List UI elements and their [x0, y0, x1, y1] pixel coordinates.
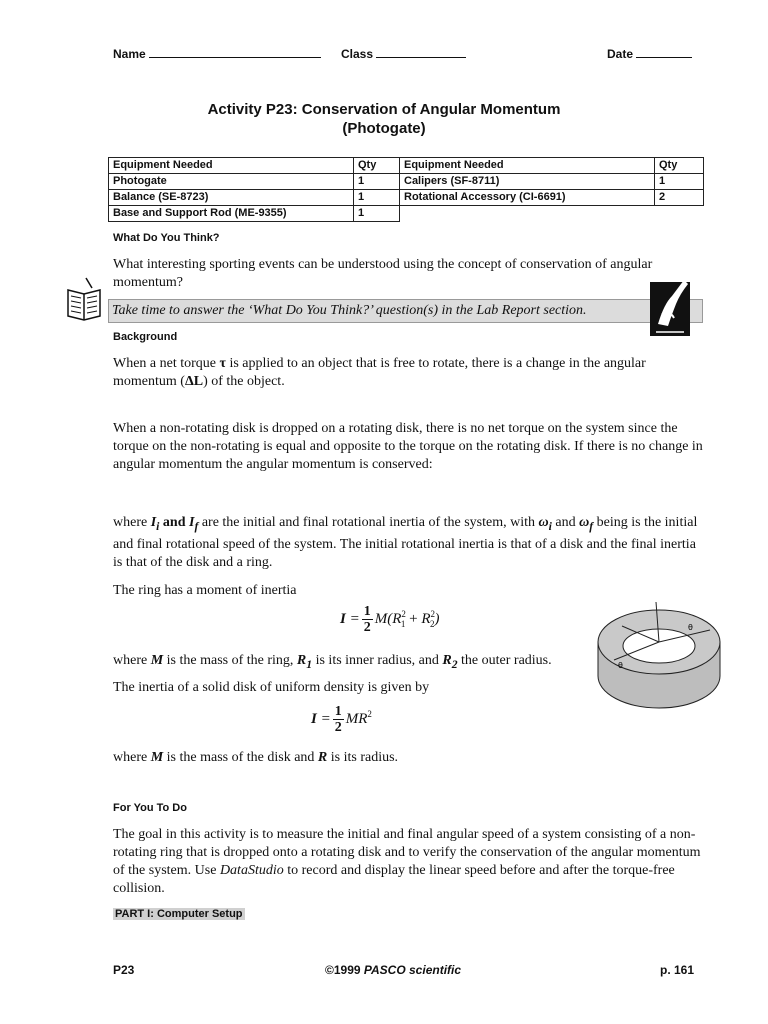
background-paragraph-7: where M is the mass of the disk and R is its radius. — [113, 750, 399, 765]
column-header: Qty — [354, 158, 400, 174]
column-header: Qty — [655, 158, 704, 174]
section-heading-background: Background — [113, 331, 178, 343]
table-header-row — [109, 158, 704, 174]
column-header: Equipment Needed — [109, 158, 354, 174]
question-text: What interesting sporting events can be understood using the concept of conservation of angular momentum? — [113, 257, 653, 290]
disk-inertia-equation: I = $\frac{1}{2}$ $MR^2$ — [311, 704, 372, 735]
table-row — [109, 174, 704, 190]
table-row — [109, 206, 704, 222]
writing-hand-icon — [648, 274, 694, 338]
equipment-qty: 1 — [354, 174, 400, 190]
equipment-item: Base and Support Rod (ME-9355) — [109, 206, 354, 222]
equipment-qty: 1 — [655, 174, 704, 190]
page-title: Activity P23: Conservation of Angular Momentum (Photogate) — [207, 101, 561, 137]
background-paragraph-3: where $I_i$ and $I_f$ are the initial and final rotational inertia of the system, with $\omega_i$ and $\omega_f$ being is the initial and final rotational speed of the system. The initial rotational inertia is that of a disk and the final inertia is that of the disk and a ring. — [113, 515, 698, 570]
for-you-to-do-paragraph: The goal in this activity is to measure the initial and final angular speed of a system consisting of a non-rotating ring that is dropped onto a rotating disk and to verify the conservation of the angular momentum of the system. Use DataStudio to record and display the linear speed before and after the torque-free collision. — [113, 827, 701, 896]
part-one-heading: PART I: Computer Setup — [115, 908, 243, 920]
section-heading-what-do-you-think: What Do You Think? — [113, 232, 220, 244]
ring-inertia-equation: I = $\frac{1}{2}$ $M(R^2_1 + R^2_2)$ — [340, 604, 440, 635]
equipment-item: Balance (SE-8723) — [109, 190, 354, 206]
column-header: Equipment Needed — [400, 158, 655, 174]
section-heading-for-you-to-do: For You To Do — [113, 802, 187, 814]
name-blank — [149, 57, 321, 58]
class-field-label: Class — [341, 47, 466, 61]
lab-report-note: Take time to answer the ‘What Do You Think?’ question(s) in the Lab Report section. — [108, 299, 703, 323]
equipment-item: Photogate — [109, 174, 354, 190]
ring-diagram — [594, 598, 724, 720]
background-paragraph-5: where M is the mass of the ring, $R_1$ is its inner radius, and $R_2$ the outer radius. — [113, 653, 552, 671]
equipment-item: Calipers (SF-8711) — [400, 174, 655, 190]
book-icon — [66, 276, 102, 322]
equipment-qty: 2 — [655, 190, 704, 206]
background-paragraph-6: The inertia of a solid disk of uniform density is given by — [113, 680, 430, 695]
background-paragraph-1: When a net torque τ is applied to an object that is free to rotate, there is a change in the angular momentum (ΔL) of the object. — [113, 356, 646, 389]
footer-copyright: ©1999 PASCO scientific — [325, 963, 462, 977]
svg-text:θ: θ — [688, 623, 693, 632]
equipment-qty: 1 — [354, 190, 400, 206]
equipment-table — [108, 157, 704, 222]
class-blank — [376, 57, 466, 58]
date-field-label: Date — [607, 47, 692, 61]
footer-page-number: p. 161 — [660, 963, 695, 977]
name-field-label: Name — [113, 47, 321, 61]
date-blank — [636, 57, 692, 58]
table-row — [109, 190, 704, 206]
footer-activity-id: P23 — [113, 963, 135, 977]
equipment-item: Rotational Accessory (CI-6691) — [400, 190, 655, 206]
background-paragraph-4: The ring has a moment of inertia — [113, 583, 297, 598]
equipment-qty: 1 — [354, 206, 400, 222]
svg-text:θ: θ — [618, 661, 623, 670]
background-paragraph-2: When a non-rotating disk is dropped on a rotating disk, there is no net torque on the system since the torque on the non-rotating is equal and opposite to the torque on the rotating disk. If there is no change in angular momentum the angular momentum is conserved: — [113, 421, 703, 472]
